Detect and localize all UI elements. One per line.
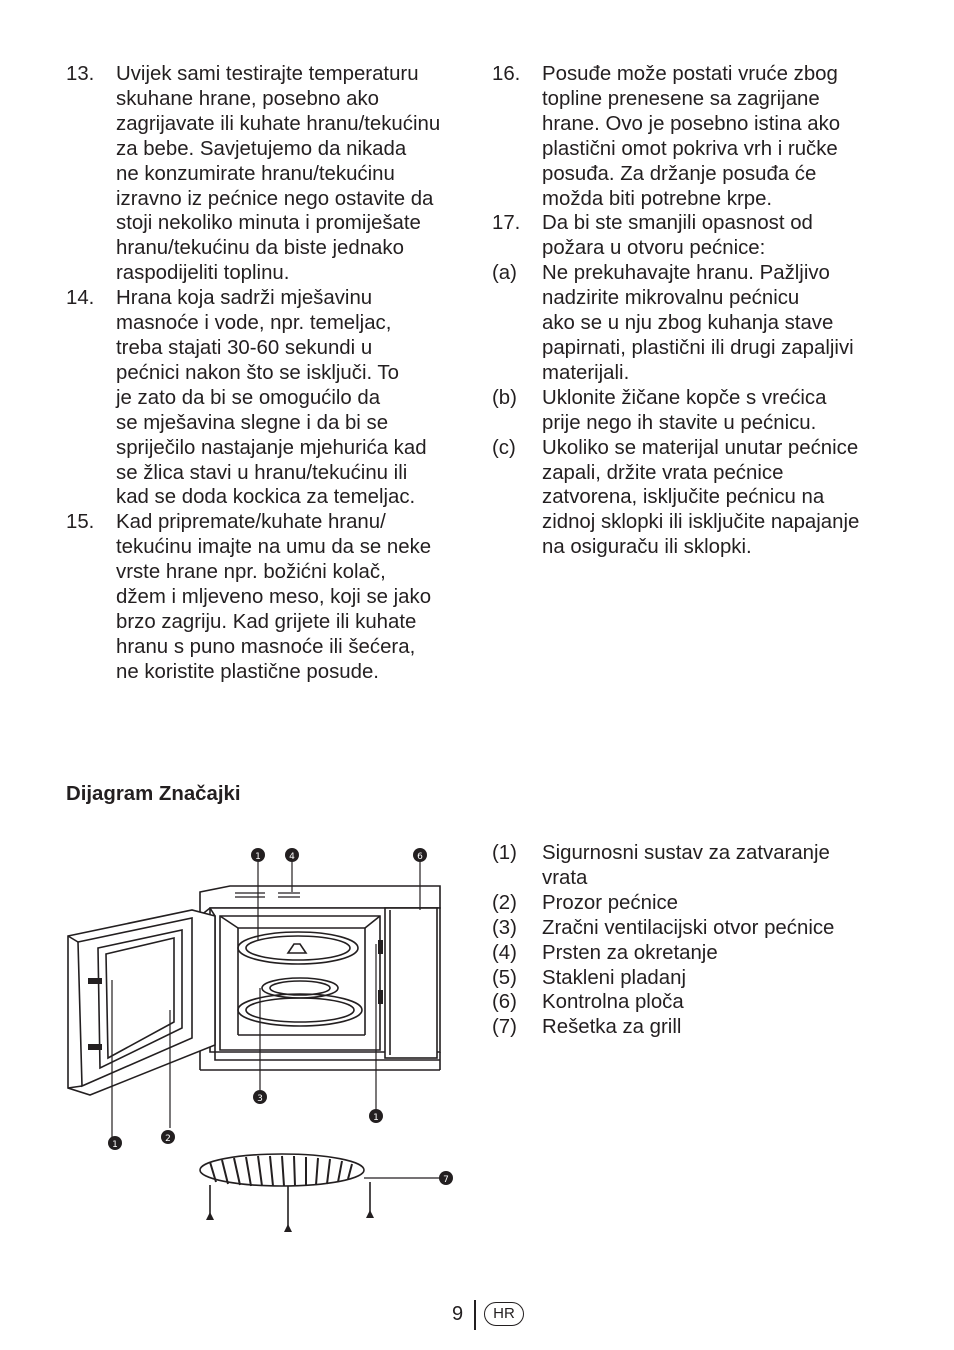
callout-label: 1 [112, 1140, 118, 1150]
legend-item [492, 966, 892, 991]
legend-text: Prsten za okretanje [542, 941, 718, 964]
diagram-legend [492, 841, 892, 1040]
item-number: 15. [66, 511, 95, 534]
callout-marker [108, 1136, 122, 1150]
legend-item [492, 841, 892, 891]
item-text: Kad pripremate/kuhate hranu/ tekućinu imajte na umu da se neke vrste hrane npr. božićni kolač, džem i mljeveno meso, koji se jako brzo zagriju. Kad grijete ili kuhate hranu s puno masnoće ili šećera, ne koristite plastične posude. [116, 511, 432, 683]
item-text: Uklonite žičane kopče s vrećica prije nego ih stavite u pećnicu. [542, 386, 827, 434]
language-badge: HR [484, 1302, 524, 1326]
callout-marker [161, 1130, 175, 1144]
page-footer [0, 1300, 954, 1330]
callout-marker [439, 1171, 453, 1185]
legend-text: Rešetka za grill [542, 1016, 682, 1039]
callout-label: 2 [165, 1134, 171, 1144]
list-item-16 [492, 62, 892, 211]
item-number: (c) [492, 436, 516, 459]
legend-number: (3) [492, 916, 517, 939]
list-item-13 [66, 62, 466, 286]
list-item-b [492, 386, 892, 436]
legend-text: Stakleni pladanj [542, 966, 686, 989]
legend-number: (2) [492, 891, 517, 914]
item-text: Uvijek sami testirajte temperaturu skuhane hrane, posebno ako zagrijavate ili kuhate hranu/tekućinu za bebe. Savjetujemo da nikada ne konzumirate hranu/tekućinu izravno iz pećnice nego ostavite da stoji nekoliko minuta i promiješate hranu/tekućinu da biste jednako raspodijeliti toplinu. [116, 63, 441, 285]
footer-divider [474, 1300, 476, 1330]
right-column [492, 62, 892, 560]
legend-text: Sigurnosni sustav za zatvaranje vrata [542, 842, 830, 889]
list-item-17 [492, 211, 892, 261]
legend-text: Kontrolna ploča [542, 991, 684, 1014]
callout-label: 3 [257, 1094, 263, 1104]
legend-number: (5) [492, 966, 517, 989]
callout-marker [413, 848, 427, 862]
callout-label: 1 [255, 852, 261, 862]
item-number: 17. [492, 212, 521, 235]
list-item-15 [66, 510, 466, 684]
item-number: (b) [492, 386, 517, 409]
legend-item [492, 1015, 892, 1040]
item-number: 14. [66, 287, 95, 310]
legend-number: (1) [492, 842, 517, 864]
legend-item [492, 990, 892, 1015]
legend-number: (4) [492, 941, 517, 964]
diagram-heading: Dijagram Značajki [66, 783, 241, 805]
grill-rack [200, 1154, 374, 1232]
callout-marker [285, 848, 299, 862]
list-item-c [492, 436, 892, 561]
callout-label: 7 [443, 1175, 449, 1185]
callout-label: 4 [289, 852, 295, 862]
legend-number: (7) [492, 1016, 517, 1039]
callout-marker [251, 848, 265, 862]
item-text: Da bi ste smanjili opasnost od požara u otvoru pećnice: [542, 212, 813, 260]
legend-item [492, 916, 892, 941]
oven-door [68, 910, 215, 1095]
microwave-diagram [60, 840, 470, 1240]
item-number: 16. [492, 63, 521, 85]
item-text: Ne prekuhavajte hranu. Pažljivo nadzirite mikrovalnu pećnicu ako se u nju zbog kuhanja stave papirnati, plastični ili drugi zapaljivi materijali. [542, 262, 854, 384]
item-text: Posuđe može postati vruće zbog topline prenesene sa zagrijane hrane. Ovo je posebno istina ako plastični omot pokriva vrh i ručke posuđa. Za držanje posuđa će možda biti potrebne krpe. [542, 63, 841, 210]
item-number: 13. [66, 63, 95, 85]
legend-text: Prozor pećnice [542, 891, 679, 914]
legend-item [492, 891, 892, 916]
oven-body [200, 886, 440, 1070]
list-item-14 [66, 286, 466, 510]
left-column [66, 62, 466, 685]
legend-item [492, 941, 892, 966]
list-item-a [492, 261, 892, 386]
callout-label: 1 [373, 1113, 379, 1123]
legend-number: (6) [492, 991, 517, 1014]
item-text: Ukoliko se materijal unutar pećnice zapali, držite vrata pećnice zatvorena, isključite pećnicu na zidnoj sklopki ili isključite napajanje na osiguraču ili sklopki. [542, 436, 860, 559]
item-text: Hrana koja sadrži mješavinu masnoće i vode, npr. temeljac, treba stajati 30-60 sekundi u pećnici nakon što se isključi. To je zato da bi se omogućilo da se mješavina slegne i da bi se spriječilo nastajanje mjehurića kad se žlica stavi u hranu/tekućinu ili kad se doda kockica za temeljac. [116, 287, 427, 509]
callout-marker [369, 1109, 383, 1123]
callout-label: 6 [417, 852, 423, 862]
item-number: (a) [492, 262, 517, 285]
callout-marker [253, 1090, 267, 1104]
legend-text: Zračni ventilacijski otvor pećnice [542, 916, 835, 939]
page-number: 9 [452, 1303, 464, 1325]
